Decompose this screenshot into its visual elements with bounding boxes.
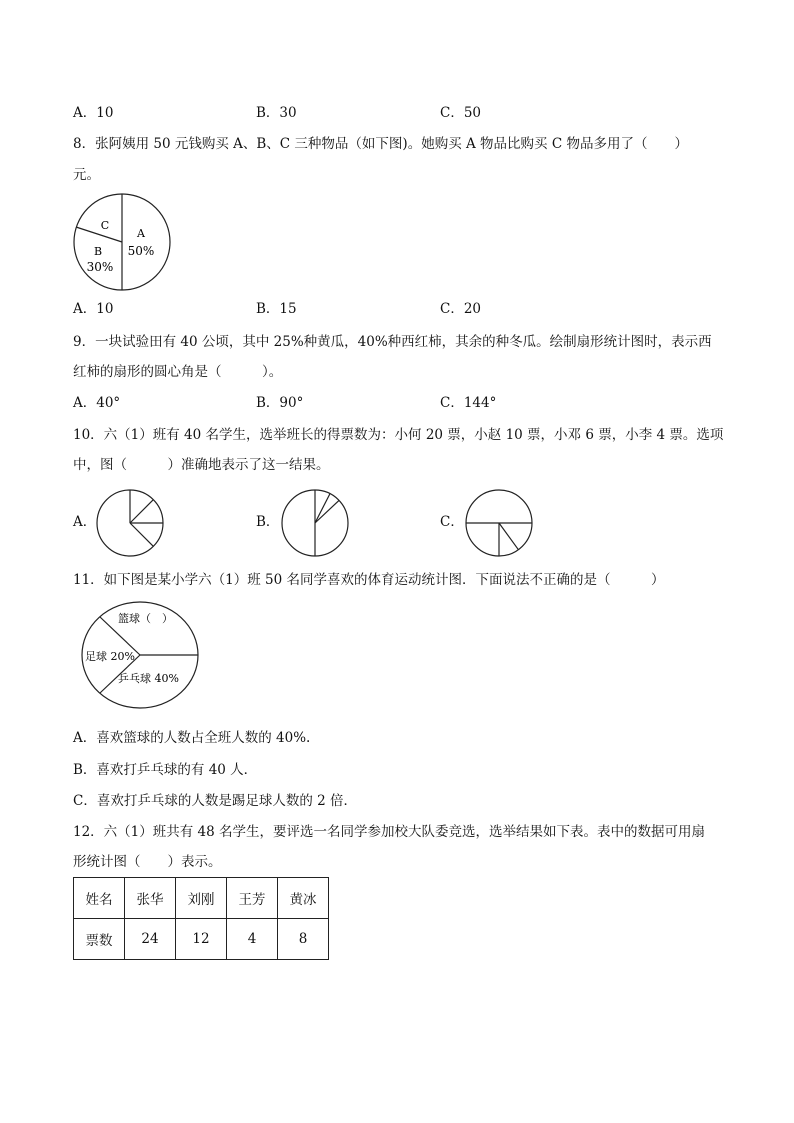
q12-vote-table [73, 877, 329, 960]
table-header-cell: 黄冰 [278, 878, 329, 919]
table-header-cell: 刘刚 [176, 878, 227, 919]
q12-stem-line2: 形统计图（ ）表示。 [73, 854, 222, 870]
q11-option-c: C．喜欢打乒乓球的人数是踢足球人数的 2 倍． [73, 793, 358, 809]
q8-pie-label-b: B [93, 245, 103, 258]
q9-option-b: B．90° [256, 395, 304, 411]
q8-option-c: C．20 [440, 301, 482, 317]
q9-option-c: C．144° [440, 395, 497, 411]
q11-pie-label-pingpong: 乒乓球 40% [118, 672, 179, 685]
q10-option-b-pie [280, 488, 350, 558]
q11-stem: 11．如下图是某小学六（1）班 50 名同学喜欢的体育运动统计图．下面说法不正确的是（ ） [73, 572, 665, 588]
q8-stem-line2: 元。 [73, 167, 100, 183]
q10-option-c-pie [464, 488, 534, 558]
q11-option-a: A．喜欢篮球的人数占全班人数的 40%. [73, 730, 311, 746]
q11-pie-chart [80, 600, 200, 710]
table-cell: 24 [125, 919, 176, 960]
table-cell: 12 [176, 919, 227, 960]
q8-pie-chart [72, 192, 172, 292]
q9-stem-line1: 9．一块试验田有 40 公顷，其中 25%种黄瓜，40%种西红柿，其余的种冬瓜。绘制扇形统计图时，表示西 [73, 334, 712, 350]
q8-pie-label-c: C [100, 219, 110, 232]
table-cell: 票数 [74, 919, 125, 960]
q10-option-c-label: C． [440, 514, 464, 530]
table-row [74, 919, 329, 960]
q12-stem-line1: 12．六（1）班共有 48 名学生，要评选一名同学参加校大队委竞选，选举结果如下表。表中的数据可用扇 [73, 824, 706, 840]
table-header-cell: 张华 [125, 878, 176, 919]
q8-pie-pct-b: 30% [86, 260, 114, 274]
table-header-cell: 姓名 [74, 878, 125, 919]
q7-option-c: C．50 [440, 105, 482, 121]
q10-option-a-pie [95, 488, 165, 558]
q8-pie-pct-a: 50% [127, 244, 155, 258]
q11-option-b: B．喜欢打乒乓球的有 40 人． [73, 762, 258, 778]
table-cell: 4 [227, 919, 278, 960]
table-cell: 8 [278, 919, 329, 960]
q10-option-a-label: A． [73, 514, 97, 530]
q8-option-a: A．10 [73, 301, 114, 317]
q8-stem-line1: 8．张阿姨用 50 元钱购买 A、B、C 三种物品（如下图)。她购买 A 物品比购买 C 物品多用了（ ） [73, 136, 688, 152]
q10-stem-line1: 10．六（1）班有 40 名学生，选举班长的得票数为：小何 20 票，小赵 10 票，小邓 6 票，小李 4 票。选项 [73, 427, 724, 443]
q9-option-a: A．40° [73, 395, 121, 411]
table-header-row [74, 878, 329, 919]
q7-option-a: A．10 [73, 105, 114, 121]
q10-option-b-label: B． [256, 514, 280, 530]
q8-pie-label-a: A [137, 227, 145, 240]
q10-stem-line2: 中，图（ ）准确地表示了这一结果。 [73, 457, 330, 473]
q11-pie-label-football: 足球 20% [85, 650, 135, 663]
q11-pie-label-basketball: 篮球（ ） [118, 612, 173, 625]
q8-option-b: B．15 [256, 301, 297, 317]
table-header-cell: 王芳 [227, 878, 278, 919]
q7-option-b: B．30 [256, 105, 297, 121]
q9-stem-line2: 红柿的扇形的圆心角是（ ）。 [73, 364, 283, 380]
